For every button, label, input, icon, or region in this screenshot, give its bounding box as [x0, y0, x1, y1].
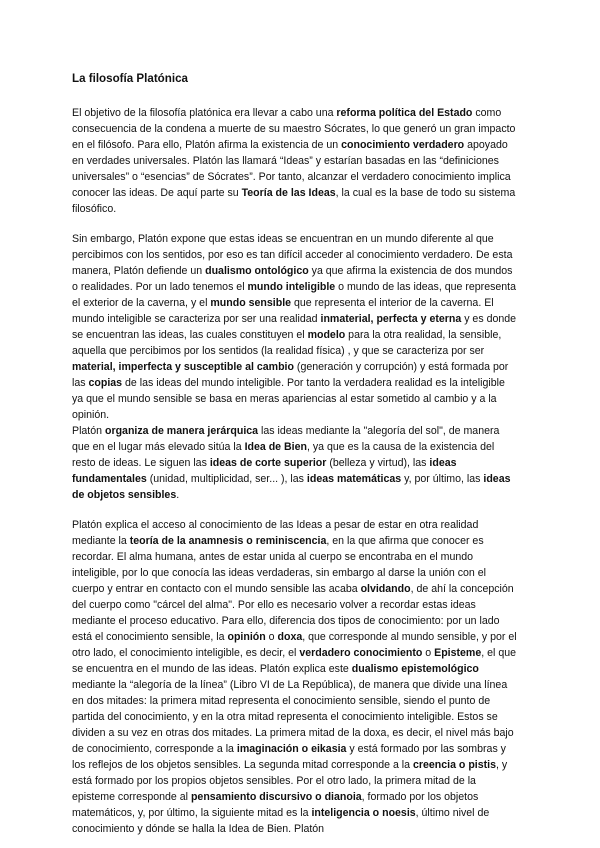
bold-term: teoría de la anamnesis o reminiscencia	[129, 535, 327, 547]
paragraph-1	[72, 105, 518, 217]
text-run: , formado por los objetos matemáticos, y, por último, la siguiente mitad es la	[72, 791, 479, 819]
text-run: .	[176, 489, 180, 501]
bold-term: dualismo epistemológico	[351, 663, 479, 675]
bold-term: Teoría de las Ideas	[241, 187, 336, 199]
text-run: El objetivo de la filosofía platónica era llevar a cabo una	[72, 107, 337, 119]
text-run: (generación y corrupción) y está formada por las	[72, 361, 509, 389]
text-run: que representa el interior de la caverna. El mundo inteligible se caracteriza por ser una realidad	[72, 297, 494, 325]
text-run: , la cual es la base de todo su sistema filosófico.	[72, 187, 516, 215]
bold-term: mundo inteligible	[247, 281, 336, 293]
text-run: apoyado en verdades universales. Platón las llamará “Ideas” y estarían basadas en las “definiciones universales” o “esencias” de Sócrates”. Por tanto, alcanzar el verdadero conocimiento implica conocer las ideas. De aquí parte su	[72, 139, 511, 199]
text-run: , último nivel de conocimiento y dónde se halla la Idea de Bien. Platón	[72, 807, 490, 835]
text-run: o mundo de las ideas, que representa el exterior de la caverna, y el	[72, 281, 517, 309]
text-run: , de ahí la concepción del cuerpo como "cárcel del alma". Por ello es necesario volver a recordar estas ideas mediante el proceso educativo. Para ello, diferencia dos tipos de conocimiento: por un lado está el conocimiento sensible, la	[72, 583, 514, 643]
paragraph-2	[72, 231, 518, 423]
bold-term: organiza de manera jerárquica	[104, 425, 259, 437]
text-run: y está formado por las sombras y los reflejos de los objetos sensibles. La segunda mitad corresponde a la	[72, 743, 506, 771]
document-title: La filosofía Platónica	[72, 72, 188, 85]
bold-term: ideas fundamentales	[72, 457, 457, 485]
bold-term: ideas de corte superior	[209, 457, 327, 469]
text-run: como consecuencia de la condena a muerte de su maestro Sócrates, lo que generó un gran impacto en el filósofo. Para ello, Platón afirma la existencia de un	[72, 107, 516, 151]
bold-term: ideas matemáticas	[306, 473, 402, 485]
bold-term: imaginación o eikasia	[236, 743, 347, 755]
bold-term: inteligencia o noesis	[311, 807, 416, 819]
text-run: ya que afirma la existencia de dos mundos o realidades. Por un lado tenemos el	[72, 265, 513, 293]
bold-term: opinión	[227, 631, 266, 643]
bold-term: doxa	[277, 631, 303, 643]
paragraph-4	[72, 517, 518, 837]
bold-term: copias	[88, 377, 123, 389]
bold-term: creencia o pistis	[412, 759, 497, 771]
text-run: y es donde se encuentran las ideas, las cuales constituyen el	[72, 313, 517, 341]
text-run: , que corresponde al mundo sensible, y por el otro lado, el conocimiento inteligible, es decir, el	[72, 631, 517, 659]
bold-term: inmaterial, perfecta y eterna	[320, 313, 462, 325]
bold-term: reforma política del Estado	[336, 107, 473, 119]
text-run: o	[265, 631, 278, 643]
text-run: Platón	[72, 425, 105, 437]
bold-term: verdadero conocimiento	[299, 647, 423, 659]
text-run: o	[422, 647, 435, 659]
bold-term: mundo sensible	[210, 297, 292, 309]
text-run: , y está formado por los propios objetos sensibles. Por el otro lado, la primera mitad de la episteme corresponde al	[72, 759, 508, 803]
text-run: (unidad, multiplicidad, ser... ), las	[146, 473, 307, 485]
bold-term: ideas de objetos sensibles	[72, 473, 511, 501]
bold-term: pensamiento discursivo o dianoia	[190, 791, 362, 803]
text-run: , el que se encuentra en el mundo de las ideas. Platón explica este	[72, 647, 517, 675]
bold-term: material, imperfecta y susceptible al cambio	[72, 361, 294, 373]
text-run: las ideas mediante la "alegoría del sol", de manera que en el lugar más elevado sitúa la	[72, 425, 500, 453]
text-run: mediante la “alegoría de la línea” (Libro VI de La República), de manera que divide una línea en dos mitades: la primera mitad representa el conocimiento sensible, siendo el punto de partida del conocimiento, y en la otra mitad representa el conocimiento inteligible. Estos se dividen a su vez en otras dos mitades. La primera mitad de la doxa, es decir, el nivel más bajo de conocimiento, corresponde a la	[72, 679, 514, 755]
text-run: , ya que es la causa de la existencia del resto de ideas. Le siguen las	[72, 441, 495, 469]
text-run: (belleza y virtud), las	[326, 457, 430, 469]
bold-term: dualismo ontológico	[205, 265, 309, 277]
text-run: Sin embargo, Platón expone que estas ideas se encuentran en un mundo diferente al que percibimos con los sentidos, por eso es tan difícil acceder al conocimiento verdadero. De esta manera, Platón defiende un	[72, 233, 513, 277]
bold-term: olvidando	[360, 583, 411, 595]
bold-term: Episteme	[434, 647, 482, 659]
text-run: y, por último, las	[401, 473, 484, 485]
bold-term: conocimiento verdadero	[341, 139, 465, 151]
text-run: para la otra realidad, la sensible, aquella que percibimos por los sentidos (la realidad física) , y que se caracteriza por ser	[72, 329, 502, 357]
text-run: Platón explica el acceso al conocimiento de las Ideas a pesar de estar en otra realidad mediante la	[72, 519, 479, 547]
bold-term: modelo	[307, 329, 346, 341]
bold-term: Idea de Bien	[244, 441, 307, 453]
text-run: , en la que afirma que conocer es recordar. El alma humana, antes de estar unida al cuerpo se encontraba en el mundo inteligible, por lo que conocía las ideas verdaderas, sin embargo al darse la unión con el cuerpo y entrar en contacto con el mundo sensible las acaba	[72, 535, 486, 595]
paragraph-3	[72, 423, 518, 503]
text-run: de las ideas del mundo inteligible. Por tanto la verdadera realidad es la inteligible ya que el mundo sensible se basa en meras apariencias al estar sometido al cambio y a la opinión.	[72, 377, 505, 421]
